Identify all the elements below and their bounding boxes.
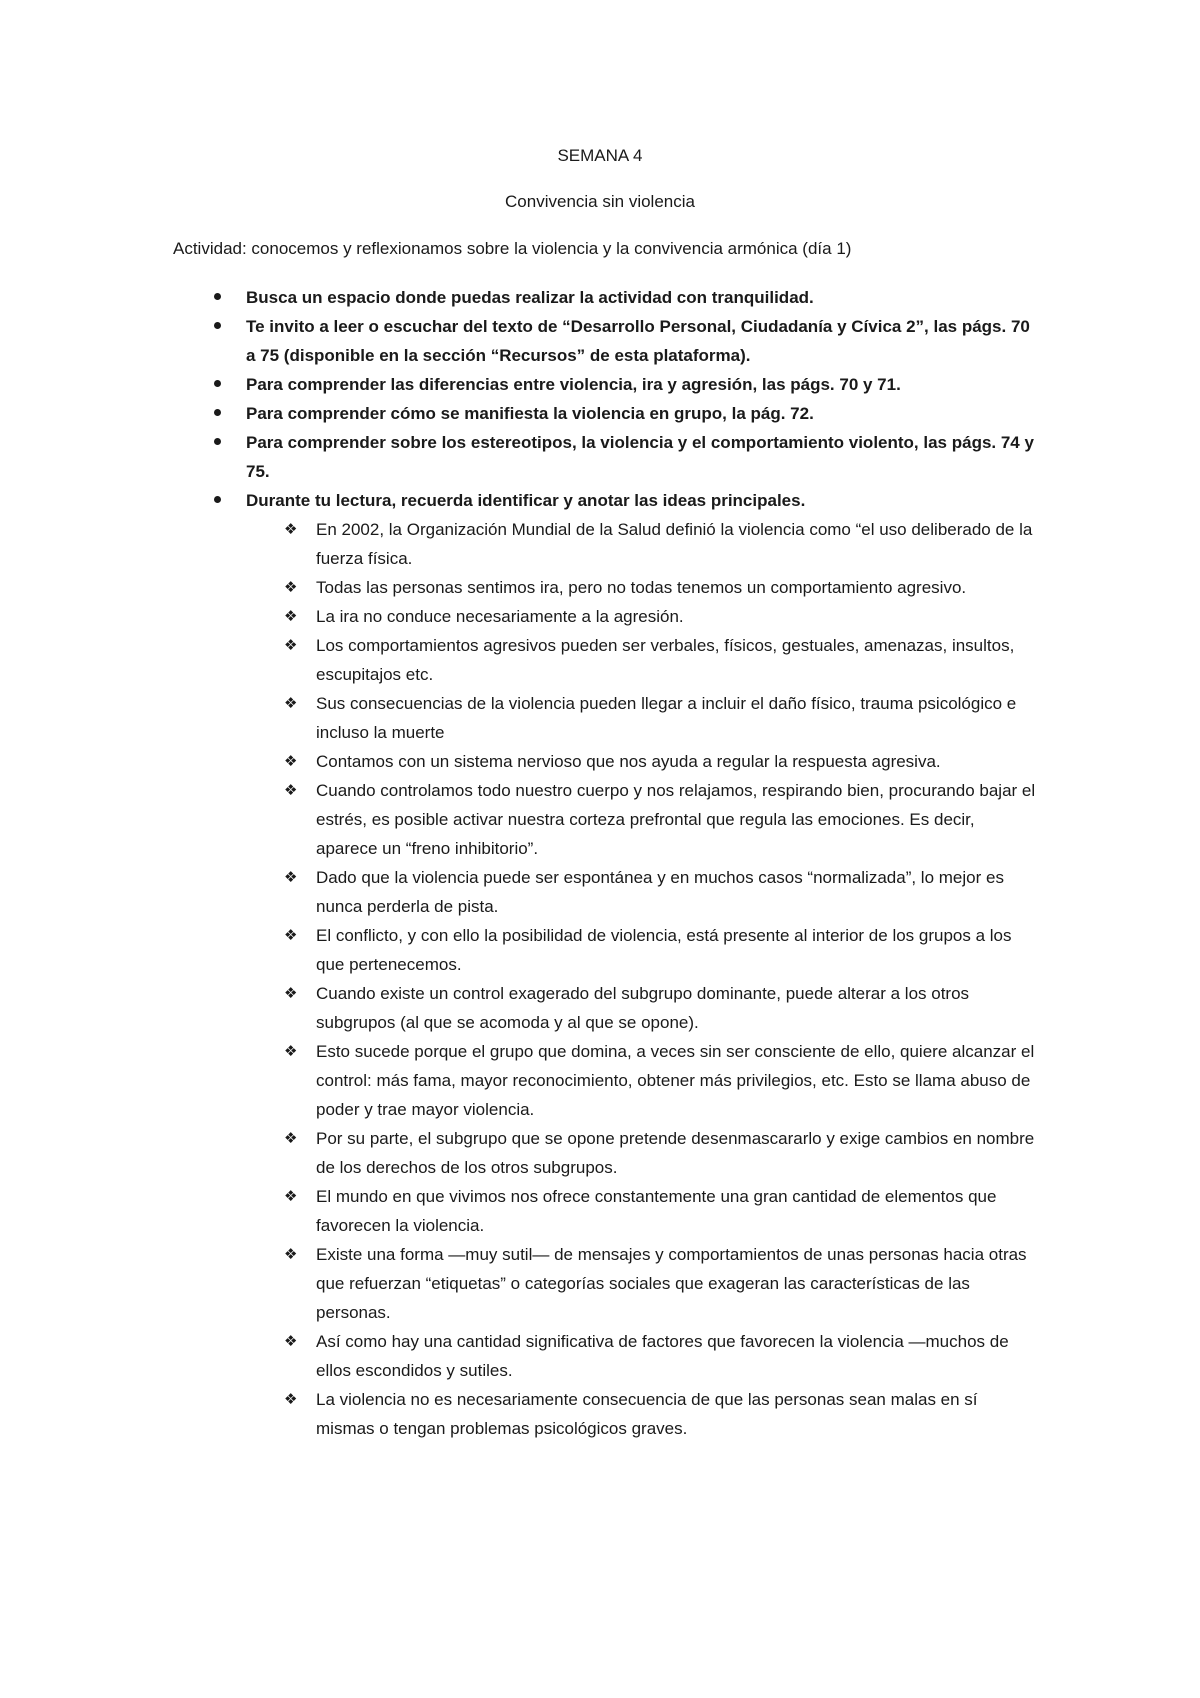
idea-item <box>243 1240 1040 1327</box>
list-item <box>0 428 1200 486</box>
instruction-list <box>0 283 1200 1443</box>
list-item <box>0 486 1200 1443</box>
diamond-bullet-icon: ❖ <box>284 869 298 886</box>
idea-item <box>243 1385 1040 1443</box>
idea-item <box>243 689 1040 747</box>
bullet-icon <box>214 293 221 300</box>
bullet-icon <box>214 438 221 445</box>
diamond-bullet-icon: ❖ <box>284 637 298 654</box>
idea-item <box>243 1037 1040 1124</box>
idea-item <box>243 863 1040 921</box>
idea-text: En 2002, la Organización Mundial de la Salud definió la violencia como “el uso deliberado de la fuerza física. <box>316 520 1033 568</box>
idea-item <box>243 921 1040 979</box>
idea-text: Existe una forma —muy sutil— de mensajes y comportamientos de unas personas hacia otras que refuerzan “etiquetas” o categorías sociales que exageran las características de las personas. <box>316 1245 1027 1322</box>
list-item-text: Para comprender las diferencias entre violencia, ira y agresión, las págs. 70 y 71. <box>246 375 901 394</box>
idea-item <box>243 979 1040 1037</box>
idea-text: Dado que la violencia puede ser espontánea y en muchos casos “normalizada”, lo mejor es nunca perderla de pista. <box>316 868 1004 916</box>
bullet-icon <box>214 322 221 329</box>
idea-text: Cuando controlamos todo nuestro cuerpo y nos relajamos, respirando bien, procurando bajar el estrés, es posible activar nuestra corteza prefrontal que regula las emociones. Es decir, aparece un “freno inhibitorio”. <box>316 781 1036 858</box>
list-item <box>0 399 1200 428</box>
idea-item <box>243 747 1040 776</box>
bullet-icon <box>214 496 221 503</box>
activity-line: Actividad: conocemos y reflexionamos sobre la violencia y la convivencia armónica (día 1) <box>173 239 852 258</box>
idea-text: Así como hay una cantidad significativa de factores que favorecen la violencia —muchos de ellos escondidos y sutiles. <box>316 1332 1009 1380</box>
idea-item <box>243 573 1040 602</box>
diamond-bullet-icon: ❖ <box>284 579 298 596</box>
list-item <box>0 283 1200 312</box>
diamond-bullet-icon: ❖ <box>284 1333 298 1350</box>
idea-text: El mundo en que vivimos nos ofrece constantemente una gran cantidad de elementos que favorecen la violencia. <box>316 1187 997 1235</box>
diamond-bullet-icon: ❖ <box>284 927 298 944</box>
ideas-list <box>246 515 1040 1443</box>
diamond-bullet-icon: ❖ <box>284 608 298 625</box>
idea-item <box>243 602 1040 631</box>
list-item-text: Para comprender cómo se manifiesta la violencia en grupo, la pág. 72. <box>246 404 814 423</box>
diamond-bullet-icon: ❖ <box>284 695 298 712</box>
diamond-bullet-icon: ❖ <box>284 985 298 1002</box>
diamond-bullet-icon: ❖ <box>284 753 298 770</box>
page-subheading: Convivencia sin violencia <box>505 192 695 211</box>
idea-text: Por su parte, el subgrupo que se opone pretende desenmascararlo y exige cambios en nombre de los derechos de los otros subgrupos. <box>316 1129 1035 1177</box>
diamond-bullet-icon: ❖ <box>284 521 298 538</box>
idea-text: La ira no conduce necesariamente a la agresión. <box>316 607 684 626</box>
idea-item <box>243 776 1040 863</box>
list-item-text: Para comprender sobre los estereotipos, la violencia y el comportamiento violento, las págs. 74 y 75. <box>246 433 1034 481</box>
diamond-bullet-icon: ❖ <box>284 1246 298 1263</box>
list-item <box>0 312 1200 370</box>
bullet-icon <box>214 409 221 416</box>
idea-text: El conflicto, y con ello la posibilidad de violencia, está presente al interior de los grupos a los que pertenecemos. <box>316 926 1012 974</box>
idea-item <box>243 1182 1040 1240</box>
idea-item <box>243 515 1040 573</box>
page-heading: SEMANA 4 <box>557 146 643 165</box>
diamond-bullet-icon: ❖ <box>284 1130 298 1147</box>
diamond-bullet-icon: ❖ <box>284 1391 298 1408</box>
list-item-text: Busca un espacio donde puedas realizar la actividad con tranquilidad. <box>246 288 814 307</box>
idea-item <box>243 1124 1040 1182</box>
bullet-icon <box>214 380 221 387</box>
list-item <box>0 370 1200 399</box>
diamond-bullet-icon: ❖ <box>284 1188 298 1205</box>
idea-item <box>243 1327 1040 1385</box>
list-item-text: Durante tu lectura, recuerda identificar y anotar las ideas principales. <box>246 491 806 510</box>
diamond-bullet-icon: ❖ <box>284 1043 298 1060</box>
idea-text: Los comportamientos agresivos pueden ser verbales, físicos, gestuales, amenazas, insultos, escupitajos etc. <box>316 636 1015 684</box>
idea-item <box>243 631 1040 689</box>
idea-text: Sus consecuencias de la violencia pueden llegar a incluir el daño físico, trauma psicológico e incluso la muerte <box>316 694 1017 742</box>
list-item-text: Te invito a leer o escuchar del texto de “Desarrollo Personal, Ciudadanía y Cívica 2”, las págs. 70 a 75 (disponible en la sección “Recursos” de esta plataforma). <box>246 317 1030 365</box>
idea-text: Cuando existe un control exagerado del subgrupo dominante, puede alterar a los otros subgrupos (al que se acomoda y al que se opone). <box>316 984 970 1032</box>
diamond-bullet-icon: ❖ <box>284 782 298 799</box>
idea-text: Todas las personas sentimos ira, pero no todas tenemos un comportamiento agresivo. <box>316 578 967 597</box>
idea-text: Contamos con un sistema nervioso que nos ayuda a regular la respuesta agresiva. <box>316 752 941 771</box>
idea-text: Esto sucede porque el grupo que domina, a veces sin ser consciente de ello, quiere alcanzar el control: más fama, mayor reconocimiento, obtener más privilegios, etc. Esto se llama abuso de poder y trae mayor violencia. <box>316 1042 1035 1119</box>
idea-text: La violencia no es necesariamente consecuencia de que las personas sean malas en sí mismas o tengan problemas psicológicos graves. <box>316 1390 978 1438</box>
